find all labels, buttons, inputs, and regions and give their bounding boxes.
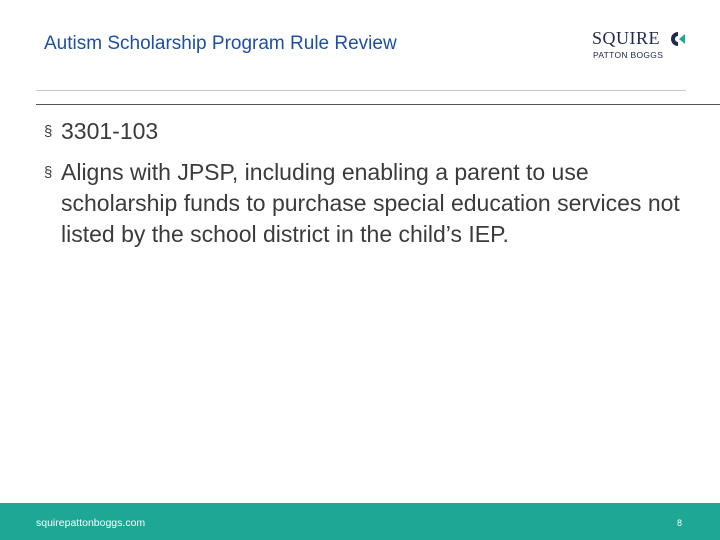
company-logo xyxy=(592,28,692,64)
bullet-item xyxy=(44,116,684,147)
logo-wordmark-line1: SQUIRE xyxy=(592,28,661,48)
squire-logo-mark-icon xyxy=(670,31,686,47)
bullet-item xyxy=(44,157,684,250)
bullet-text: 3301-103 xyxy=(61,118,159,144)
bullet-list xyxy=(44,116,684,260)
content-divider xyxy=(36,104,720,105)
slide-title: Autism Scholarship Program Rule Review xyxy=(44,33,397,54)
page-number: 8 xyxy=(676,518,682,528)
header-divider xyxy=(36,90,686,91)
logo-wordmark-line2: PATTON BOGGS xyxy=(593,50,664,60)
footer-website: squirepattonboggs.com xyxy=(36,517,146,529)
bullet-marker: § xyxy=(44,123,53,140)
bullet-marker: § xyxy=(44,164,53,181)
footer-bar xyxy=(0,503,720,540)
bullet-text: Aligns with JPSP, including enabling a parent to use scholarship funds to purchase special education services not listed by the school district in the child’s IEP. xyxy=(61,159,680,247)
